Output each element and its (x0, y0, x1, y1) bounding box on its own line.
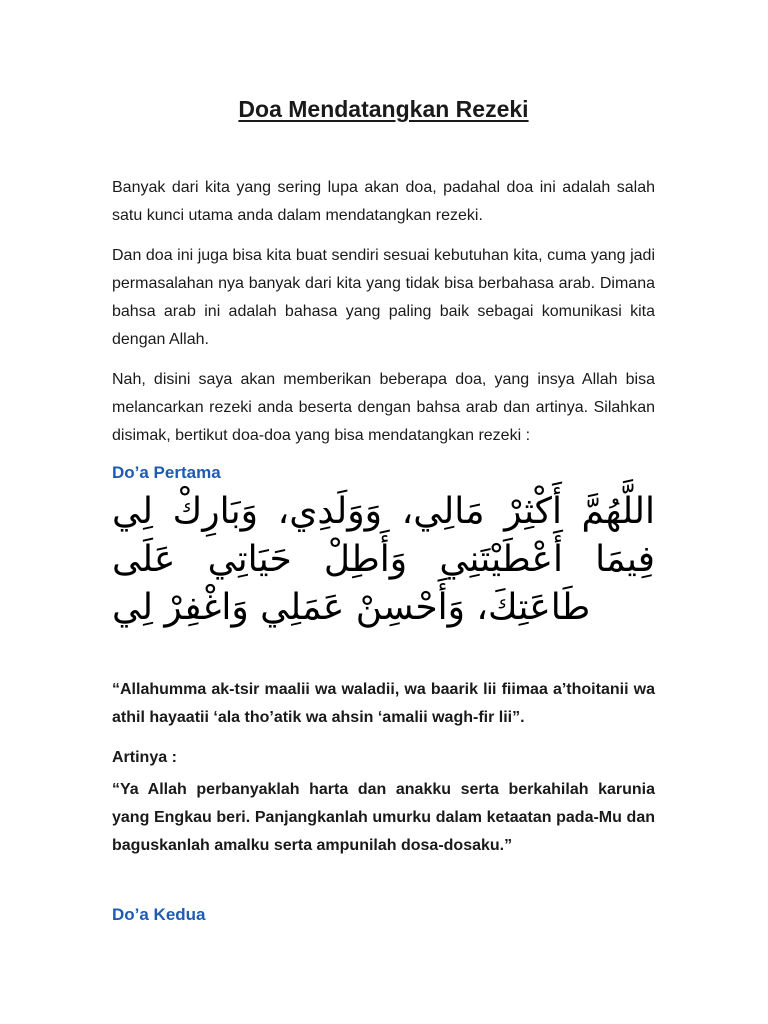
intro-paragraph-1: Banyak dari kita yang sering lupa akan doa, padahal doa ini adalah salah satu kunci utama anda dalam mendatangkan rezeki. (112, 179, 655, 224)
arabic-prayer-text: اللَّهُمَّ أَكْثِرْ مَالِي، وَوَلَدِي، وَبَارِكْ لِي فِيمَا أَعْطَيْتَنِي وَأَطِلْ حَيَاتِي عَلَى طَاعَتِكَ، وَأَحْسِنْ عَمَلِي وَاغْفِرْ لِي (112, 491, 655, 628)
translation-text: “Ya Allah perbanyaklah harta dan anakku serta berkahilah karunia yang Engkau beri. Panjangkanlah umurku dalam ketaatan pada-Mu dan baguskanlah amalku serta ampunilah dosa-dosaku.” (112, 781, 655, 854)
intro-paragraph-2: Dan doa ini juga bisa kita buat sendiri sesuai kebutuhan kita, cuma yang jadi permasalahan nya banyak dari kita yang tidak bisa berbahasa arab. Dimana bahsa arab ini adalah bahasa yang paling baik sebagai komunikasi kita dengan Allah. (112, 247, 655, 348)
artinya-label: Artinya : (112, 749, 177, 766)
page-title: Doa Mendatangkan Rezeki (238, 96, 529, 122)
section-heading-doa-kedua: Do’a Kedua (112, 905, 206, 924)
transliteration-text: “Allahumma ak-tsir maalii wa waladii, wa baarik lii fiimaa a’thoitanii wa athil hayaatii ‘ala tho’atik wa ahsin ‘amalii wagh-fir lii”. (112, 681, 655, 726)
section-heading-doa-pertama: Do’a Pertama (112, 463, 221, 482)
intro-paragraph-3: Nah, disini saya akan memberikan beberapa doa, yang insya Allah bisa melancarkan rezeki anda beserta dengan bahsa arab dan artinya. Silahkan disimak, bertikut doa-doa yang bisa mendatangkan rezeki : (112, 371, 655, 444)
